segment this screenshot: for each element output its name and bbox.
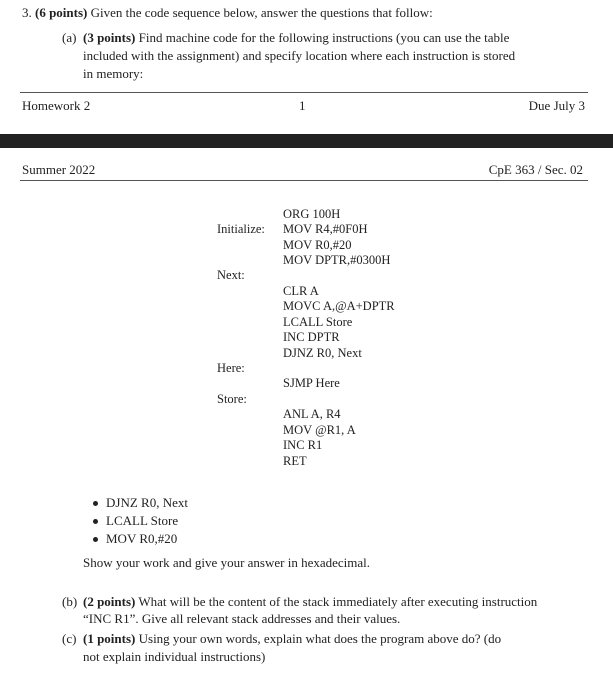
code-line: RET: [283, 454, 307, 468]
label-store: Store:: [217, 392, 247, 406]
bullet-icon: [93, 537, 98, 542]
code-line: INC DPTR: [283, 330, 340, 344]
header-rule: [20, 180, 588, 181]
list-item: DJNZ R0, Next: [93, 495, 188, 511]
header-left: Summer 2022: [22, 162, 96, 177]
code-line: MOV R0,#20: [283, 238, 352, 252]
part-a-line2: included with the assignment) and specify location where each instruction is stored: [83, 48, 516, 63]
part-a-points: (3 points): [83, 30, 136, 45]
code-line: MOVC A,@A+DPTR: [283, 299, 395, 313]
question-points: (6 points): [35, 5, 88, 20]
part-a-line3: in memory:: [83, 66, 144, 81]
list-item: LCALL Store: [93, 513, 178, 529]
part-a-line1: (3 points) Find machine code for the following instructions (you can use the table: [83, 30, 510, 45]
bullet-icon: [93, 501, 98, 506]
footer-left: Homework 2: [22, 98, 91, 113]
show-work-instruction: Show your work and give your answer in hexadecimal.: [83, 555, 371, 570]
label-initialize: Initialize:: [217, 222, 265, 236]
header-right: CpE 363 / Sec. 02: [488, 162, 583, 177]
page-separator: [0, 134, 613, 148]
part-b-line2: “INC R1”. Give all relevant stack addresses and their values.: [83, 611, 401, 626]
list-item: MOV R0,#20: [93, 531, 177, 547]
part-a-label: (a): [62, 30, 77, 45]
question-number: 3.: [22, 5, 32, 20]
code-line: ORG 100H: [283, 207, 341, 221]
code-line: SJMP Here: [283, 376, 340, 390]
code-line: LCALL Store: [283, 315, 353, 329]
code-line: DJNZ R0, Next: [283, 346, 362, 360]
bullet-icon: [93, 519, 98, 524]
part-b-points: (2 points): [83, 594, 136, 609]
footer-page-number: 1: [299, 98, 306, 113]
footer-rule: [20, 92, 588, 93]
code-line: MOV R4,#0F0H: [283, 222, 368, 236]
code-line: ANL A, R4: [283, 407, 341, 421]
part-c-line1: (1 points) Using your own words, explain what does the program above do? (do: [83, 631, 502, 646]
code-line: INC R1: [283, 438, 323, 452]
question-heading: [22, 5, 433, 21]
label-here: Here:: [217, 361, 245, 375]
part-c-label: (c): [62, 631, 77, 646]
code-line: MOV @R1, A: [283, 423, 356, 437]
code-line: MOV DPTR,#0300H: [283, 253, 391, 267]
part-b-label: (b): [62, 594, 78, 609]
part-c-points: (1 points): [83, 631, 136, 646]
question-text: Given the code sequence below, answer the questions that follow:: [90, 5, 433, 20]
label-next: Next:: [217, 268, 245, 282]
footer-right: Due July 3: [528, 98, 585, 113]
code-line: CLR A: [283, 284, 319, 298]
part-c-line2: not explain individual instructions): [83, 649, 266, 664]
part-b-line1: (2 points) What will be the content of the stack immediately after executing instruction: [83, 594, 538, 609]
